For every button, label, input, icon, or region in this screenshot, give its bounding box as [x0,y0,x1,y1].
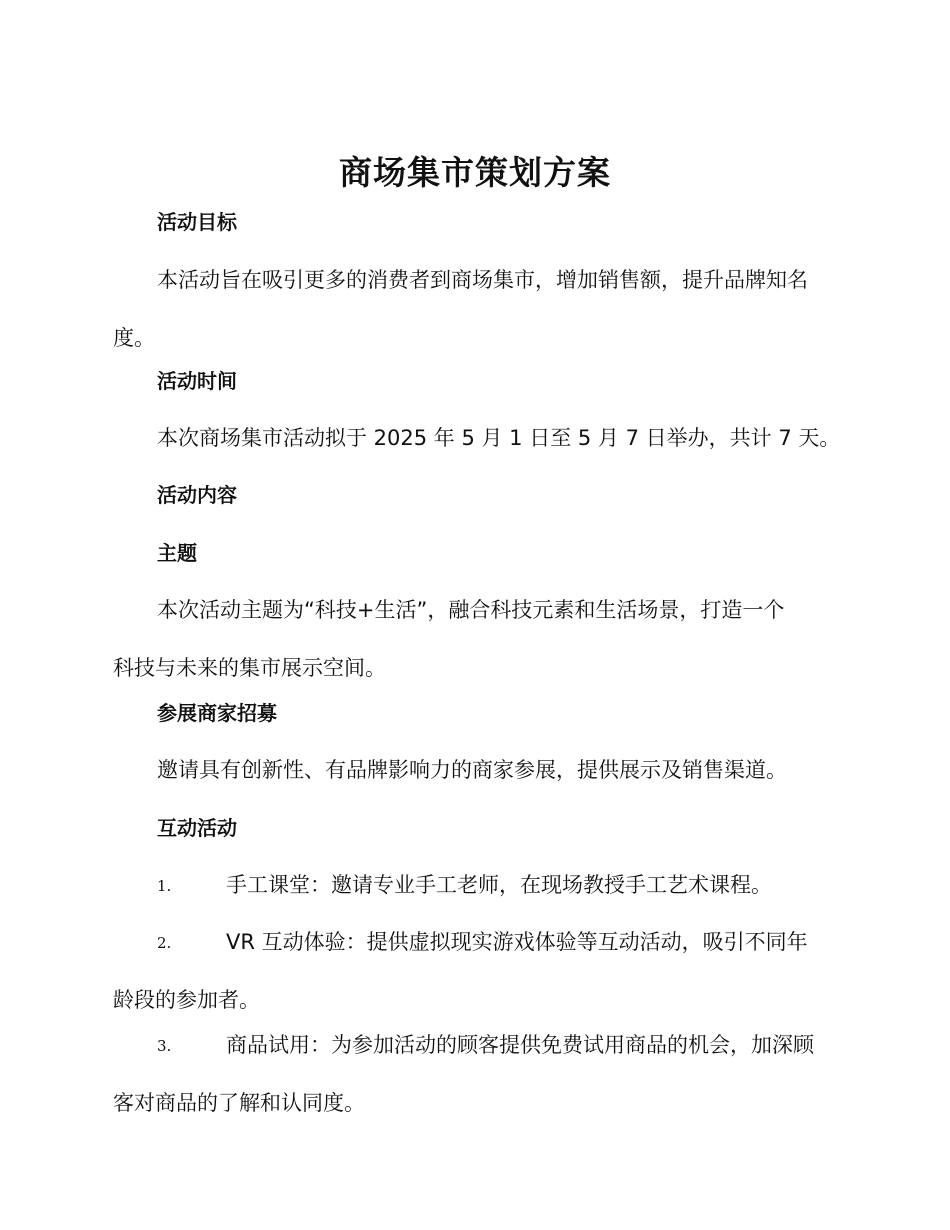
list-item-number: 1. [157,877,172,895]
paragraph-merchants [113,756,843,784]
heading-theme: 主题 [157,541,197,565]
paragraph-time [113,424,843,452]
list-item-number: 2. [157,934,172,952]
list-item [113,928,843,1014]
paragraph-theme-line-1: 本次活动主题为“科技+生活”，融合科技元素和生活场景，打造一个 [157,598,785,622]
list-item-number: 3. [157,1037,172,1055]
document-title: 商场集市策划方案 [339,153,611,192]
list-item [113,871,843,899]
paragraph-goal [113,266,843,352]
paragraph-theme [113,596,843,682]
paragraph-time-line-1: 本次商场集市活动拟于 2025 年 5 月 1 日至 5 月 7 日举办，共计 7 天。 [157,426,841,450]
paragraph-theme-line-2: 科技与未来的集市展示空间。 [113,656,386,680]
list-item-text-line-2: 龄段的参加者。 [113,988,260,1012]
paragraph-goal-line-2: 度。 [113,326,155,350]
heading-goal: 活动目标 [157,210,237,234]
list-item-text-line-1: 商品试用：为参加活动的顾客提供免费试用商品的机会，加深顾 [226,1033,814,1057]
heading-interactive: 互动活动 [157,816,237,840]
list-item-text-line-2: 客对商品的了解和认同度。 [113,1091,365,1115]
paragraph-goal-line-1: 本活动旨在吸引更多的消费者到商场集市，增加销售额，提升品牌知名 [157,268,808,292]
heading-content: 活动内容 [157,483,237,507]
heading-time: 活动时间 [157,369,237,393]
list-item [113,1031,843,1117]
list-item-text-line-1: 手工课堂：邀请专业手工老师，在现场教授手工艺术课程。 [226,873,772,897]
heading-merchants: 参展商家招募 [157,701,277,725]
list-item-text-line-1: VR 互动体验：提供虚拟现实游戏体验等互动活动，吸引不同年 [226,930,808,954]
paragraph-merchants-line-1: 邀请具有创新性、有品牌影响力的商家参展，提供展示及销售渠道。 [157,758,787,782]
